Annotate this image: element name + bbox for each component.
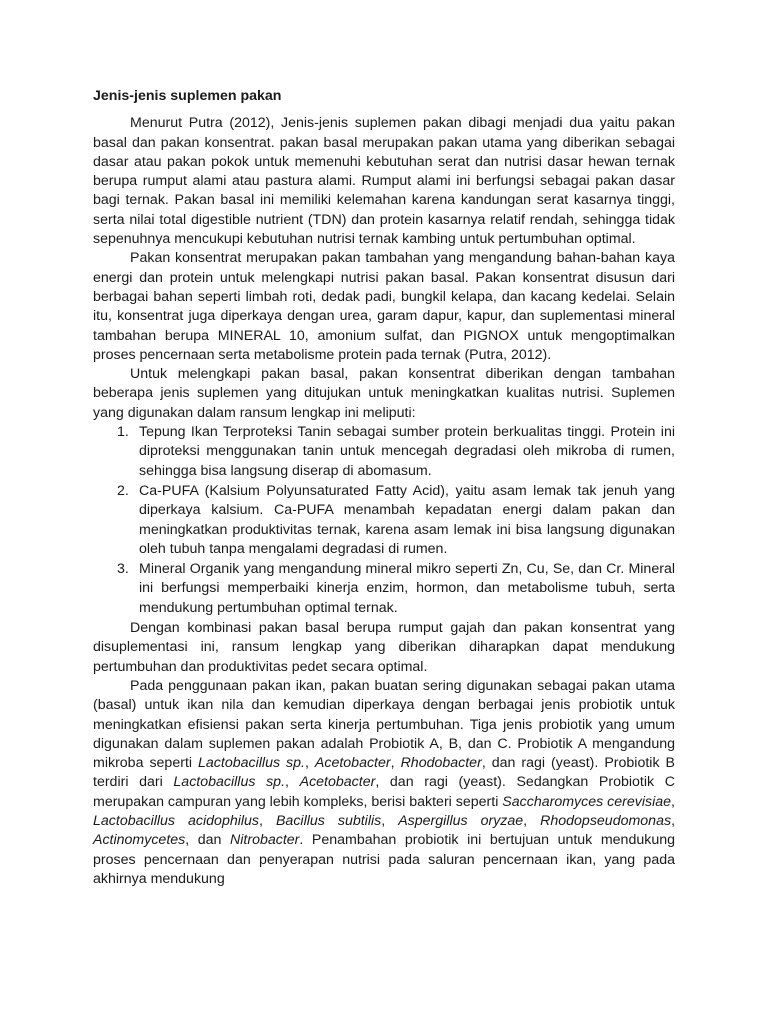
paragraph-2: Pakan konsentrat merupakan pakan tambahan yang mengandung bahan-bahan kaya energi dan protein untuk melengkapi nutrisi pakan basal. Pakan konsentrat disusun dari berbagai bahan seperti limbah roti, dedak padi, bungkil kelapa, dan kacang kedelai. Selain itu, konsentrat juga diperkaya dengan urea, garam dapur, kapur, dan suplementasi mineral tambahan berupa MINERAL 10, amonium sulfat, dan PIGNOX untuk mengoptimalkan proses pencernaan serta metabolisme protein pada ternak (Putra, 2012).: [93, 250, 675, 363]
species-name: Acetobacter: [314, 755, 391, 772]
paragraph-5-text: , dan: [185, 832, 231, 849]
list-item-text: Tepung Ikan Terproteksi Tanin sebagai sumber protein berkualitas tinggi. Protein ini diproteksi menggunakan tanin untuk mencegah degradasi oleh mikroba di rumen, sehingga bisa langsung diserap di abomasum.: [139, 424, 675, 479]
paragraph-5-text: ,: [523, 812, 541, 829]
paragraph-5-text: ,: [381, 812, 399, 829]
paragraph-5-text: Pada penggunaan pakan ikan, pakan buatan sering digunakan sebagai pakan utama (basal) untuk ikan nila dan kemudian diperkaya dengan berbagai jenis probiotik untuk meningkatkan efisiensi pakan serta kinerja pertumbuhan. Tiga jenis probiotik yang umum digunakan dalam suplemen pakan adalah Probiotik A, B, dan C. Probiotik A mengandung mikroba seperti: [93, 677, 675, 772]
document-page: [93, 87, 675, 889]
paragraph-3: Untuk melengkapi pakan basal, pakan konsentrat diberikan dengan tambahan beberapa jenis suplemen yang ditujukan untuk meningkatkan kualitas nutrisi. Suplemen yang digunakan dalam ransum lengkap ini meliputi:: [93, 366, 675, 421]
paragraph-5-text: . Penambahan probiotik ini bertujuan untuk mendukung proses pencernaan dan penyerapan nutrisi pada saluran pencernaan ikan, yang pada akhirnya mendukung: [93, 832, 675, 887]
list-item-text: Mineral Organik yang mengandung mineral mikro seperti Zn, Cu, Se, dan Cr. Mineral ini berfungsi memperbaiki kinerja enzim, hormon, dan metabolisme tubuh, serta mendukung pertumbuhan optimal ternak.: [139, 561, 675, 616]
species-name: Nitrobacter: [230, 832, 300, 849]
paragraph-5-text: , dan ragi (yeast). Probiotik B terdiri dari: [93, 755, 675, 791]
list-item: [93, 560, 675, 618]
section-heading: Jenis-jenis suplemen pakan: [93, 88, 282, 104]
paragraph-5-text: ,: [259, 812, 276, 829]
list-item-text: Ca-PUFA (Kalsium Polyunsaturated Fatty Acid), yaitu asam lemak tak jenuh yang diperkaya kalsium. Ca-PUFA menambah kepadatan energi dalam pakan dan meningkatkan produktivitas ternak, karena asam lemak ini bisa langsung digunakan oleh tubuh tanpa mengalami degradasi di rumen.: [139, 482, 675, 557]
list-item-number: 1.: [117, 424, 129, 441]
paragraph-5: [93, 677, 675, 889]
species-name: Actinomycetes: [93, 832, 186, 849]
species-name: Rhodopseudomonas: [540, 812, 672, 829]
paragraph-5-text: ,: [671, 793, 675, 810]
paragraph-5-text: , dan ragi (yeast). Sedangkan Probiotik C merupakan campuran yang lebih kompleks, berisi bakteri seperti: [93, 774, 675, 810]
species-name: Acetobacter: [299, 774, 376, 791]
paragraph-4: Dengan kombinasi pakan basal berupa rumput gajah dan pakan konsentrat yang disuplementasi ini, ransum lengkap yang diberikan diharapkan dapat mendukung pertumbuhan dan produktivitas pedet secara optimal.: [93, 620, 675, 675]
list-item: [93, 482, 675, 559]
paragraph-5-text: ,: [390, 755, 401, 772]
species-name: Aspergillus oryzae: [398, 812, 524, 829]
supplement-list: [93, 423, 675, 618]
paragraph-5-text: ,: [671, 812, 676, 829]
paragraph-1: Menurut Putra (2012), Jenis-jenis suplemen pakan dibagi menjadi dua yaitu pakan basal dan pakan konsentrat. pakan basal merupakan pakan utama yang diberikan sebagai dasar atau pakan pokok untuk memenuhi kebutuhan serat dan nutrisi dasar hewan ternak berupa rumput alami atau pastura alami. Rumput alami ini berfungsi sebagai pakan dasar bagi ternak. Pakan basal ini memiliki kelemahan karena kandungan serat kasarnya tinggi, serta nilai total digestible nutrient (TDN) dan protein kasarnya relatif rendah, sehingga tidak sepenuhnya mencukupi kebutuhan nutrisi ternak kambing untuk pertumbuhan optimal.: [93, 115, 675, 248]
list-item-number: 3.: [117, 561, 129, 578]
paragraph-5-text: ,: [304, 755, 315, 772]
species-name: Lactobacillus sp.: [173, 774, 286, 791]
species-name: Lactobacillus acidophilus: [93, 812, 260, 829]
species-name: Rhodobacter: [400, 755, 482, 772]
paragraph-5-text: ,: [285, 774, 300, 791]
species-name: Saccharomyces cerevisiae: [502, 793, 672, 810]
list-item: [93, 423, 675, 481]
list-item-number: 2.: [117, 482, 129, 499]
species-name: Bacillus subtilis: [275, 812, 382, 829]
species-name: Lactobacillus sp.: [198, 755, 305, 772]
